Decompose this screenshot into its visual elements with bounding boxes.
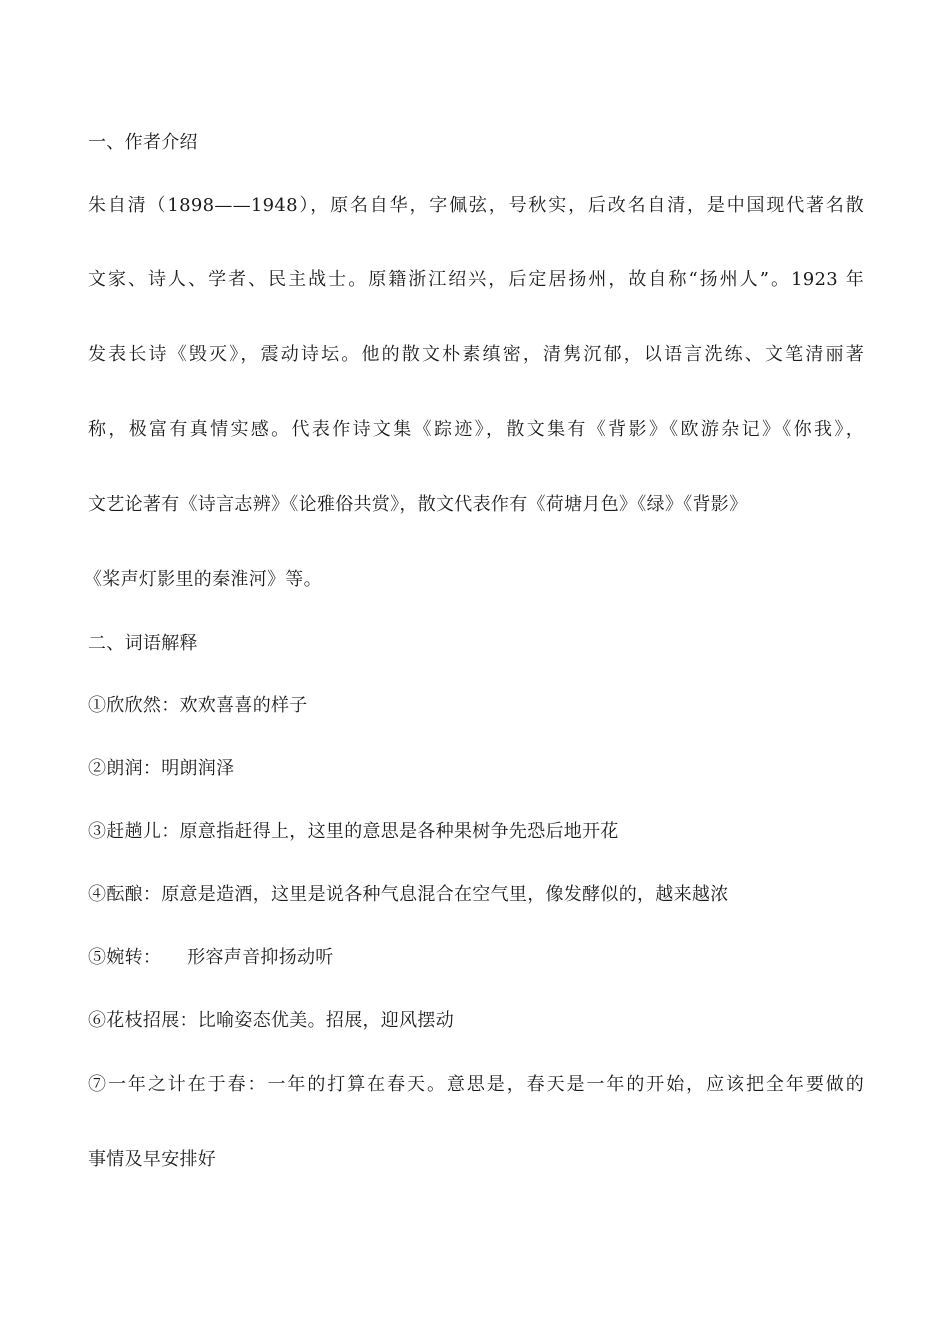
author-paragraph-line: 发表长诗《毁灭》，震动诗坛。他的散文朴素缜密，清隽沉郁，以语言洗练、文笔清丽著 <box>88 344 864 365</box>
author-paragraph-line: 朱自清（1898——1948），原名自华，字佩弦，号秋实，后改名自清，是中国现代著名散 <box>88 195 864 216</box>
vocab-term: ⑤婉转： <box>88 947 162 968</box>
author-paragraph-line: 文艺论著有《诗言志辨》《论雅俗共赏》，散文代表作有《荷塘月色》《绿》《背影》 <box>88 494 748 515</box>
vocab-item: ⑥花枝招展：比喻姿态优美。招展，迎风摆动 <box>88 1010 454 1031</box>
author-paragraph-line: 称，极富有真情实感。代表作诗文集《踪迹》，散文集有《背影》《欧游杂记》《你我》， <box>88 419 864 440</box>
author-paragraph-line: 文家、诗人、学者、民主战士。原籍浙江绍兴，后定居扬州，故自称“扬州人”。1923 年 <box>88 269 864 290</box>
vocab-item: ①欣欣然：欢欢喜喜的样子 <box>88 695 308 716</box>
vocab-item: ④酝酿：原意是造酒，这里是说各种气息混合在空气里，像发酵似的，越来越浓 <box>88 884 729 905</box>
vocab-item: ②朗润：明朗润泽 <box>88 758 235 779</box>
vocab-item: ⑦一年之计在于春：一年的打算在春天。意思是，春天是一年的开始，应该把全年要做的 <box>88 1074 864 1095</box>
vocab-definition: 形容声音抑扬动听 <box>187 947 334 968</box>
vocab-item-continuation: 事情及早安排好 <box>88 1149 217 1170</box>
section-heading-vocabulary: 二、词语解释 <box>88 633 198 654</box>
vocab-item: ③赶趟儿：原意指赶得上，这里的意思是各种果树争先恐后地开花 <box>88 821 619 842</box>
vocab-item <box>88 946 334 970</box>
section-heading-author: 一、作者介绍 <box>88 132 198 153</box>
author-paragraph-line: 《桨声灯影里的秦淮河》等。 <box>84 569 322 590</box>
